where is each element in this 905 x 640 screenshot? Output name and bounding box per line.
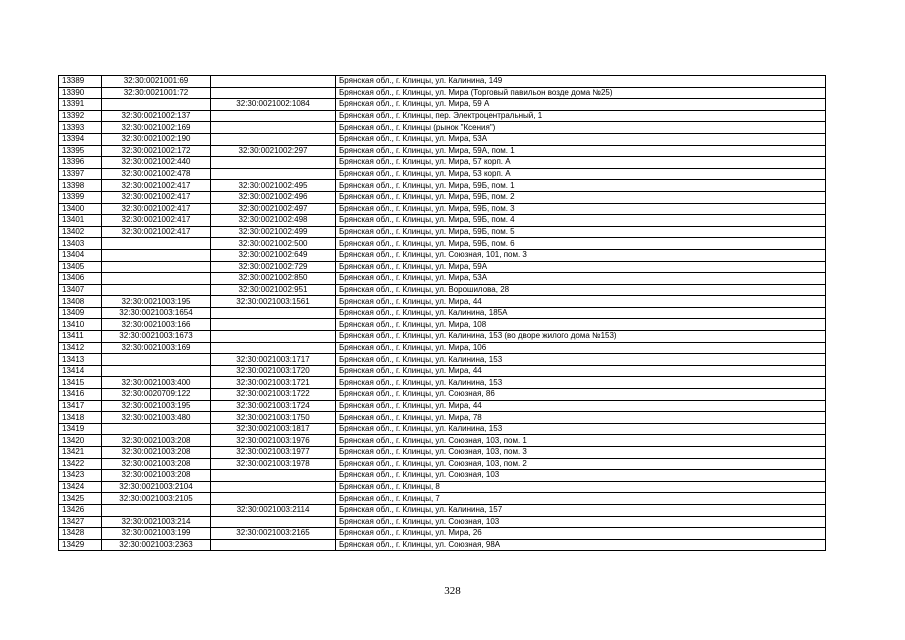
address-cell: Брянская обл., г. Клинцы, ул. Мира, 44 (336, 400, 826, 412)
cadastral-number-cell: 32:30:0021002:478 (102, 168, 211, 180)
object-cadastral-number-cell: 32:30:0021002:729 (211, 261, 336, 273)
address-cell: Брянская обл., г. Клинцы, ул. Союзная, 103, пом. 3 (336, 447, 826, 459)
object-cadastral-number-cell (211, 76, 336, 88)
object-cadastral-number-cell: 32:30:0021002:498 (211, 215, 336, 227)
cadastral-number-cell: 32:30:0021002:417 (102, 203, 211, 215)
registry-table-body (59, 76, 826, 551)
cadastral-number-cell: 32:30:0021003:208 (102, 470, 211, 482)
record-number-cell: 13421 (59, 447, 102, 459)
record-number-cell: 13409 (59, 307, 102, 319)
table-row (59, 528, 826, 540)
cadastral-number-cell: 32:30:0021003:208 (102, 447, 211, 459)
cadastral-number-cell: 32:30:0021003:2105 (102, 493, 211, 505)
cadastral-number-cell: 32:30:0021003:169 (102, 342, 211, 354)
table-row (59, 423, 826, 435)
address-cell: Брянская обл., г. Клинцы, ул. Мира, 53 корп. А (336, 168, 826, 180)
table-row (59, 249, 826, 261)
address-cell: Брянская обл., г. Клинцы, ул. Союзная, 103, пом. 2 (336, 458, 826, 470)
address-cell: Брянская обл., г. Клинцы, 7 (336, 493, 826, 505)
address-cell: Брянская обл., г. Клинцы, ул. Мира, 78 (336, 412, 826, 424)
object-cadastral-number-cell: 32:30:0021003:1724 (211, 400, 336, 412)
cadastral-number-cell: 32:30:0021002:417 (102, 226, 211, 238)
object-cadastral-number-cell (211, 516, 336, 528)
table-row (59, 354, 826, 366)
record-number-cell: 13426 (59, 504, 102, 516)
table-row (59, 516, 826, 528)
table-row (59, 458, 826, 470)
record-number-cell: 13417 (59, 400, 102, 412)
address-cell: Брянская обл., г. Клинцы, ул. Мира, 59Б, пом. 6 (336, 238, 826, 250)
address-cell: Брянская обл., г. Клинцы, ул. Мира, 106 (336, 342, 826, 354)
cadastral-number-cell: 32:30:0021003:1654 (102, 307, 211, 319)
page-number: 328 (444, 585, 461, 597)
cadastral-number-cell (102, 423, 211, 435)
object-cadastral-number-cell: 32:30:0021002:500 (211, 238, 336, 250)
table-row (59, 226, 826, 238)
cadastral-number-cell: 32:30:0021003:208 (102, 435, 211, 447)
table-row (59, 168, 826, 180)
cadastral-number-cell: 32:30:0021002:172 (102, 145, 211, 157)
address-cell: Брянская обл., г. Клинцы, ул. Мира, 59А (336, 261, 826, 273)
cadastral-number-cell: 32:30:0021003:1673 (102, 331, 211, 343)
cadastral-number-cell (102, 238, 211, 250)
object-cadastral-number-cell (211, 168, 336, 180)
cadastral-number-cell: 32:30:0020709:122 (102, 389, 211, 401)
record-number-cell: 13413 (59, 354, 102, 366)
cadastral-number-cell: 32:30:0021002:417 (102, 191, 211, 203)
record-number-cell: 13429 (59, 539, 102, 551)
object-cadastral-number-cell (211, 331, 336, 343)
record-number-cell: 13391 (59, 99, 102, 111)
table-row (59, 238, 826, 250)
table-row (59, 481, 826, 493)
address-cell: Брянская обл., г. Клинцы, ул. Мира, 44 (336, 296, 826, 308)
record-number-cell: 13416 (59, 389, 102, 401)
table-row (59, 261, 826, 273)
record-number-cell: 13397 (59, 168, 102, 180)
cadastral-number-cell: 32:30:0021003:195 (102, 296, 211, 308)
address-cell: Брянская обл., г. Клинцы, 8 (336, 481, 826, 493)
cadastral-number-cell (102, 354, 211, 366)
cadastral-number-cell: 32:30:0021001:69 (102, 76, 211, 88)
table-row (59, 296, 826, 308)
cadastral-number-cell: 32:30:0021003:400 (102, 377, 211, 389)
table-row (59, 203, 826, 215)
record-number-cell: 13415 (59, 377, 102, 389)
cadastral-number-cell: 32:30:0021003:480 (102, 412, 211, 424)
object-cadastral-number-cell: 32:30:0021002:497 (211, 203, 336, 215)
object-cadastral-number-cell: 32:30:0021003:1978 (211, 458, 336, 470)
cadastral-number-cell (102, 504, 211, 516)
cadastral-number-cell (102, 261, 211, 273)
address-cell: Брянская обл., г. Клинцы, ул. Мира, 57 корп. А (336, 157, 826, 169)
object-cadastral-number-cell: 32:30:0021003:2165 (211, 528, 336, 540)
cadastral-number-cell: 32:30:0021003:199 (102, 528, 211, 540)
object-cadastral-number-cell (211, 470, 336, 482)
record-number-cell: 13405 (59, 261, 102, 273)
object-cadastral-number-cell (211, 87, 336, 99)
cadastral-number-cell: 32:30:0021003:214 (102, 516, 211, 528)
record-number-cell: 13407 (59, 284, 102, 296)
object-cadastral-number-cell (211, 110, 336, 122)
cadastral-number-cell: 32:30:0021003:2363 (102, 539, 211, 551)
registry-sheet (58, 75, 826, 551)
address-cell: Брянская обл., г. Клинцы, ул. Мира, 44 (336, 365, 826, 377)
cadastral-number-cell: 32:30:0021003:166 (102, 319, 211, 331)
table-row (59, 539, 826, 551)
cadastral-number-cell: 32:30:0021002:169 (102, 122, 211, 134)
record-number-cell: 13404 (59, 249, 102, 261)
table-row (59, 157, 826, 169)
table-row (59, 273, 826, 285)
table-row (59, 400, 826, 412)
record-number-cell: 13419 (59, 423, 102, 435)
address-cell: Брянская обл., г. Клинцы, ул. Мира, 59Б, пом. 1 (336, 180, 826, 192)
address-cell: Брянская обл., г. Клинцы, ул. Калинина, 153 (336, 377, 826, 389)
record-number-cell: 13428 (59, 528, 102, 540)
record-number-cell: 13425 (59, 493, 102, 505)
cadastral-number-cell (102, 284, 211, 296)
record-number-cell: 13418 (59, 412, 102, 424)
table-row (59, 319, 826, 331)
object-cadastral-number-cell: 32:30:0021003:1817 (211, 423, 336, 435)
address-cell: Брянская обл., г. Клинцы, ул. Мира, 108 (336, 319, 826, 331)
address-cell: Брянская обл., г. Клинцы, ул. Мира, 26 (336, 528, 826, 540)
cadastral-number-cell: 32:30:0021001:72 (102, 87, 211, 99)
record-number-cell: 13395 (59, 145, 102, 157)
address-cell: Брянская обл., г. Клинцы, ул. Калинина, 153 (336, 354, 826, 366)
address-cell: Брянская обл., г. Клинцы, ул. Союзная, 103 (336, 470, 826, 482)
address-cell: Брянская обл., г. Клинцы, ул. Калинина, 157 (336, 504, 826, 516)
address-cell: Брянская обл., г. Клинцы, пер. Электроцентральный, 1 (336, 110, 826, 122)
object-cadastral-number-cell: 32:30:0021003:1720 (211, 365, 336, 377)
object-cadastral-number-cell (211, 319, 336, 331)
table-row (59, 365, 826, 377)
cadastral-number-cell: 32:30:0021002:137 (102, 110, 211, 122)
record-number-cell: 13423 (59, 470, 102, 482)
record-number-cell: 13408 (59, 296, 102, 308)
object-cadastral-number-cell (211, 342, 336, 354)
record-number-cell: 13399 (59, 191, 102, 203)
cadastral-number-cell (102, 273, 211, 285)
address-cell: Брянская обл., г. Клинцы, ул. Мира, 59А, пом. 1 (336, 145, 826, 157)
record-number-cell: 13424 (59, 481, 102, 493)
address-cell: Брянская обл., г. Клинцы, ул. Союзная, 86 (336, 389, 826, 401)
table-row (59, 191, 826, 203)
cadastral-number-cell: 32:30:0021002:417 (102, 180, 211, 192)
object-cadastral-number-cell: 32:30:0021003:1717 (211, 354, 336, 366)
address-cell: Брянская обл., г. Клинцы, ул. Союзная, 103, пом. 1 (336, 435, 826, 447)
table-row (59, 470, 826, 482)
object-cadastral-number-cell: 32:30:0021002:1084 (211, 99, 336, 111)
address-cell: Брянская обл., г. Клинцы, ул. Калинина, 153 (во дворе жилого дома №153) (336, 331, 826, 343)
address-cell: Брянская обл., г. Клинцы, ул. Мира, 59Б, пом. 4 (336, 215, 826, 227)
table-row (59, 307, 826, 319)
record-number-cell: 13420 (59, 435, 102, 447)
address-cell: Брянская обл., г. Клинцы, ул. Мира, 59Б, пом. 3 (336, 203, 826, 215)
cadastral-number-cell (102, 249, 211, 261)
object-cadastral-number-cell: 32:30:0021003:1721 (211, 377, 336, 389)
record-number-cell: 13414 (59, 365, 102, 377)
cadastral-number-cell: 32:30:0021003:208 (102, 458, 211, 470)
object-cadastral-number-cell (211, 157, 336, 169)
address-cell: Брянская обл., г. Клинцы, ул. Мира, 53А (336, 133, 826, 145)
address-cell: Брянская обл., г. Клинцы, ул. Союзная, 101, пом. 3 (336, 249, 826, 261)
address-cell: Брянская обл., г. Клинцы, ул. Ворошилова, 28 (336, 284, 826, 296)
cadastral-number-cell: 32:30:0021002:190 (102, 133, 211, 145)
cadastral-number-cell: 32:30:0021003:2104 (102, 481, 211, 493)
table-row (59, 110, 826, 122)
table-row (59, 331, 826, 343)
address-cell: Брянская обл., г. Клинцы, ул. Мира, 53А (336, 273, 826, 285)
table-row (59, 493, 826, 505)
address-cell: Брянская обл., г. Клинцы, ул. Мира, 59Б, пом. 5 (336, 226, 826, 238)
object-cadastral-number-cell: 32:30:0021003:1977 (211, 447, 336, 459)
record-number-cell: 13427 (59, 516, 102, 528)
object-cadastral-number-cell: 32:30:0021002:649 (211, 249, 336, 261)
record-number-cell: 13393 (59, 122, 102, 134)
table-row (59, 435, 826, 447)
object-cadastral-number-cell: 32:30:0021003:1561 (211, 296, 336, 308)
table-row (59, 99, 826, 111)
record-number-cell: 13422 (59, 458, 102, 470)
record-number-cell: 13400 (59, 203, 102, 215)
object-cadastral-number-cell (211, 133, 336, 145)
table-row (59, 145, 826, 157)
object-cadastral-number-cell: 32:30:0021003:1722 (211, 389, 336, 401)
address-cell: Брянская обл., г. Клинцы, ул. Мира, 59Б, пом. 2 (336, 191, 826, 203)
record-number-cell: 13412 (59, 342, 102, 354)
table-row (59, 122, 826, 134)
object-cadastral-number-cell: 32:30:0021002:499 (211, 226, 336, 238)
record-number-cell: 13411 (59, 331, 102, 343)
object-cadastral-number-cell: 32:30:0021002:297 (211, 145, 336, 157)
object-cadastral-number-cell: 32:30:0021002:495 (211, 180, 336, 192)
record-number-cell: 13392 (59, 110, 102, 122)
table-row (59, 377, 826, 389)
cadastral-number-cell: 32:30:0021003:195 (102, 400, 211, 412)
table-row (59, 504, 826, 516)
table-row (59, 342, 826, 354)
cadastral-number-cell: 32:30:0021002:440 (102, 157, 211, 169)
record-number-cell: 13394 (59, 133, 102, 145)
record-number-cell: 13389 (59, 76, 102, 88)
table-row (59, 447, 826, 459)
object-cadastral-number-cell (211, 539, 336, 551)
record-number-cell: 13390 (59, 87, 102, 99)
cadastral-number-cell (102, 365, 211, 377)
record-number-cell: 13403 (59, 238, 102, 250)
record-number-cell: 13406 (59, 273, 102, 285)
object-cadastral-number-cell: 32:30:0021003:1750 (211, 412, 336, 424)
object-cadastral-number-cell: 32:30:0021003:1976 (211, 435, 336, 447)
object-cadastral-number-cell: 32:30:0021002:951 (211, 284, 336, 296)
address-cell: Брянская обл., г. Клинцы, ул. Калинина, 149 (336, 76, 826, 88)
object-cadastral-number-cell (211, 481, 336, 493)
object-cadastral-number-cell (211, 493, 336, 505)
address-cell: Брянская обл., г. Клинцы (рынок "Ксения") (336, 122, 826, 134)
record-number-cell: 13396 (59, 157, 102, 169)
table-row (59, 215, 826, 227)
record-number-cell: 13398 (59, 180, 102, 192)
object-cadastral-number-cell (211, 307, 336, 319)
table-row (59, 76, 826, 88)
registry-table (58, 75, 826, 551)
record-number-cell: 13402 (59, 226, 102, 238)
cadastral-number-cell: 32:30:0021002:417 (102, 215, 211, 227)
cadastral-number-cell (102, 99, 211, 111)
record-number-cell: 13410 (59, 319, 102, 331)
table-row (59, 412, 826, 424)
address-cell: Брянская обл., г. Клинцы, ул. Мира (Торговый павильон возде дома №25) (336, 87, 826, 99)
object-cadastral-number-cell: 32:30:0021002:496 (211, 191, 336, 203)
table-row (59, 389, 826, 401)
table-row (59, 284, 826, 296)
object-cadastral-number-cell: 32:30:0021002:850 (211, 273, 336, 285)
address-cell: Брянская обл., г. Клинцы, ул. Союзная, 103 (336, 516, 826, 528)
address-cell: Брянская обл., г. Клинцы, ул. Союзная, 98А (336, 539, 826, 551)
table-row (59, 180, 826, 192)
address-cell: Брянская обл., г. Клинцы, ул. Мира, 59 А (336, 99, 826, 111)
address-cell: Брянская обл., г. Клинцы, ул. Калинина, 153 (336, 423, 826, 435)
object-cadastral-number-cell: 32:30:0021003:2114 (211, 504, 336, 516)
table-row (59, 133, 826, 145)
address-cell: Брянская обл., г. Клинцы, ул. Калинина, 185А (336, 307, 826, 319)
table-row (59, 87, 826, 99)
object-cadastral-number-cell (211, 122, 336, 134)
record-number-cell: 13401 (59, 215, 102, 227)
